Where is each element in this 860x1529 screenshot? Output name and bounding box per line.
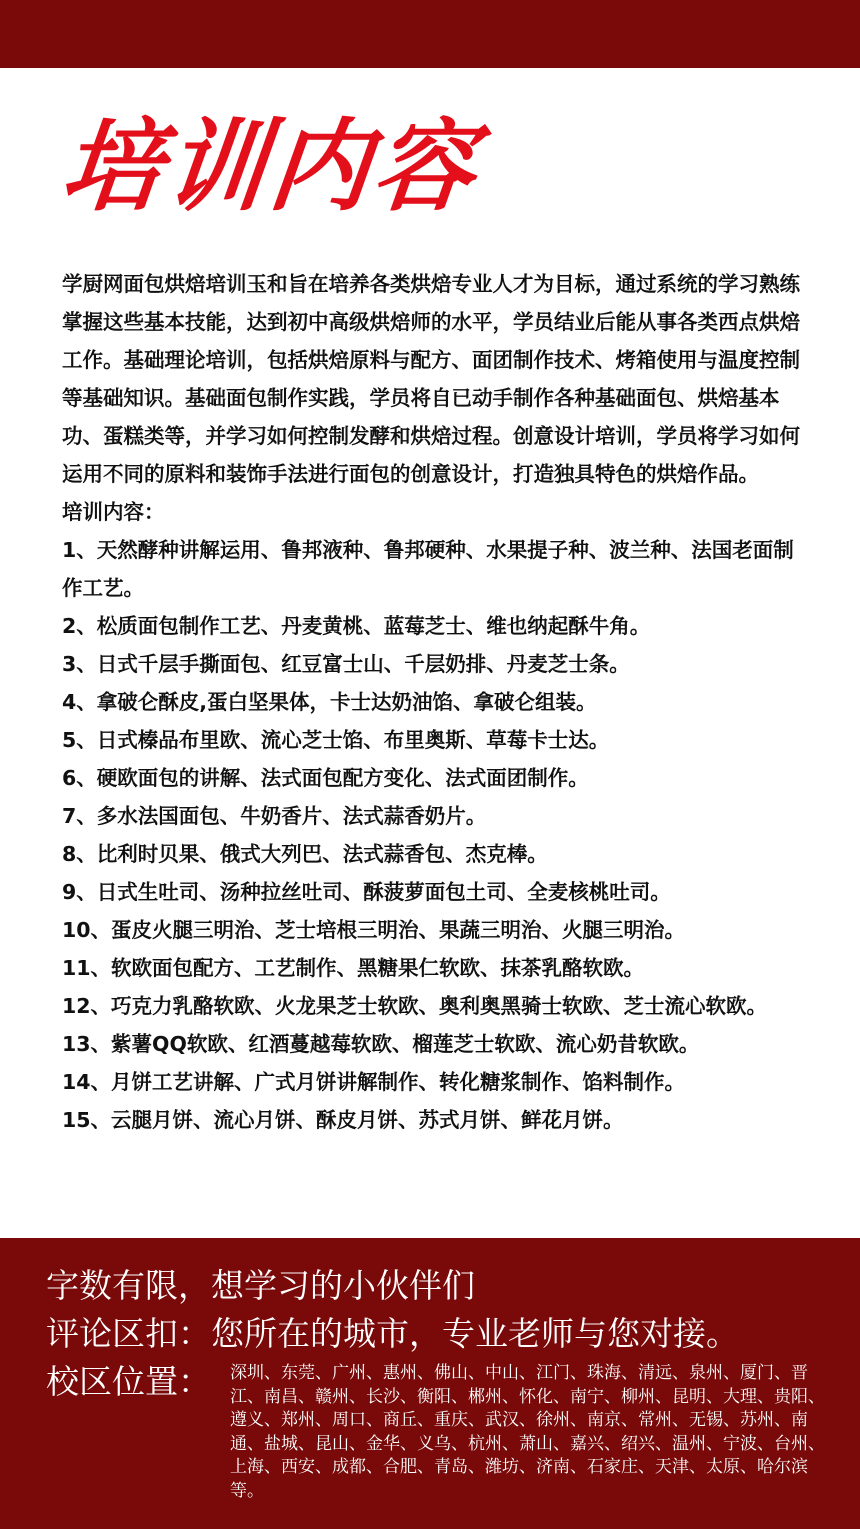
page-title: 培训内容 <box>55 108 485 225</box>
course-list <box>62 531 802 1139</box>
intro-paragraph: 学厨网面包烘焙培训玉和旨在培养各类烘焙专业人才为目标，通过系统的学习熟练掌握这些基本技能，达到初中高级烘焙师的水平，学员结业后能从事各类西点烘焙工作。基础理论培训，包括烘焙原料与配方、面团制作技术、烤箱使用与温度控制等基础知识。基础面包制作实践，学员将自已动手制作各种基础面包、烘焙基本功、蛋糕类等，并学习如何控制发酵和烘焙过程。创意设计培训，学员将学习如何运用不同的原料和装饰手法进行面包的创意设计，打造独具特色的烘焙作品。 <box>62 272 800 486</box>
list-item: 12、巧克力乳酪软欧、火龙果芝士软欧、奥利奥黑骑士软欧、芝士流心软欧。 <box>62 994 768 1018</box>
list-item: 5、日式榛品布里欧、流心芝士馅、布里奥斯、草莓卡士达。 <box>62 728 610 752</box>
cta-line-2: 评论区扣：您所在的城市，专业老师与您对接。 <box>46 1314 739 1353</box>
list-item: 8、比利时贝果、俄式大列巴、法式蒜香包、杰克棒。 <box>62 842 548 866</box>
list-item: 3、日式千层手撕面包、红豆富士山、千层奶排、丹麦芝士条。 <box>62 652 630 676</box>
list-item: 4、拿破仑酥皮,蛋白坚果体，卡士达奶油馅、拿破仑组装。 <box>62 690 597 714</box>
list-item: 7、多水法国面包、牛奶香片、法式蒜香奶片。 <box>62 804 487 828</box>
list-item: 10、蛋皮火腿三明治、芝士培根三明治、果蔬三明治、火腿三明治。 <box>62 918 686 942</box>
list-item: 15、云腿月饼、流心月饼、酥皮月饼、苏式月饼、鲜花月饼。 <box>62 1108 624 1132</box>
list-item: 9、日式生吐司、汤种拉丝吐司、酥菠萝面包土司、全麦核桃吐司。 <box>62 880 671 904</box>
list-item: 2、松质面包制作工艺、丹麦黄桃、蓝莓芝士、维也纳起酥牛角。 <box>62 614 651 638</box>
top-banner <box>0 0 860 68</box>
list-item: 14、月饼工艺讲解、广式月饼讲解制作、转化糖浆制作、馅料制作。 <box>62 1070 686 1094</box>
list-item: 11、软欧面包配方、工艺制作、黑糖果仁软欧、抹茶乳酪软欧。 <box>62 956 645 980</box>
list-item: 1、天然酵种讲解运用、鲁邦液种、鲁邦硬种、水果提子种、波兰种、法国老面制作工艺。 <box>62 538 794 600</box>
campus-cities: 深圳、东莞、广州、惠州、佛山、中山、江门、珠海、清远、泉州、厦门、晋江、南昌、赣州、长沙、衡阳、郴州、怀化、南宁、柳州、昆明、大理、贵阳、遵义、郑州、周口、商丘、重庆、武汉、徐州、南京、常州、无锡、苏州、南通、盐城、昆山、金华、义乌、杭州、萧山、嘉兴、绍兴、温州、宁波、台州、上海、西安、成都、合肥、青岛、潍坊、济南、石家庄、天津、太原、哈尔滨等。 <box>230 1363 825 1501</box>
campus-label: 校区位置： <box>46 1362 211 1401</box>
list-item: 6、硬欧面包的讲解、法式面包配方变化、法式面团制作。 <box>62 766 589 790</box>
list-heading: 培训内容： <box>62 500 165 524</box>
cta-line-1: 字数有限，想学习的小伙伴们 <box>46 1266 475 1305</box>
content-body <box>62 265 802 1139</box>
list-item: 13、紫薯QQ软欧、红酒蔓越莓软欧、榴莲芝士软欧、流心奶昔软欧。 <box>62 1032 700 1056</box>
